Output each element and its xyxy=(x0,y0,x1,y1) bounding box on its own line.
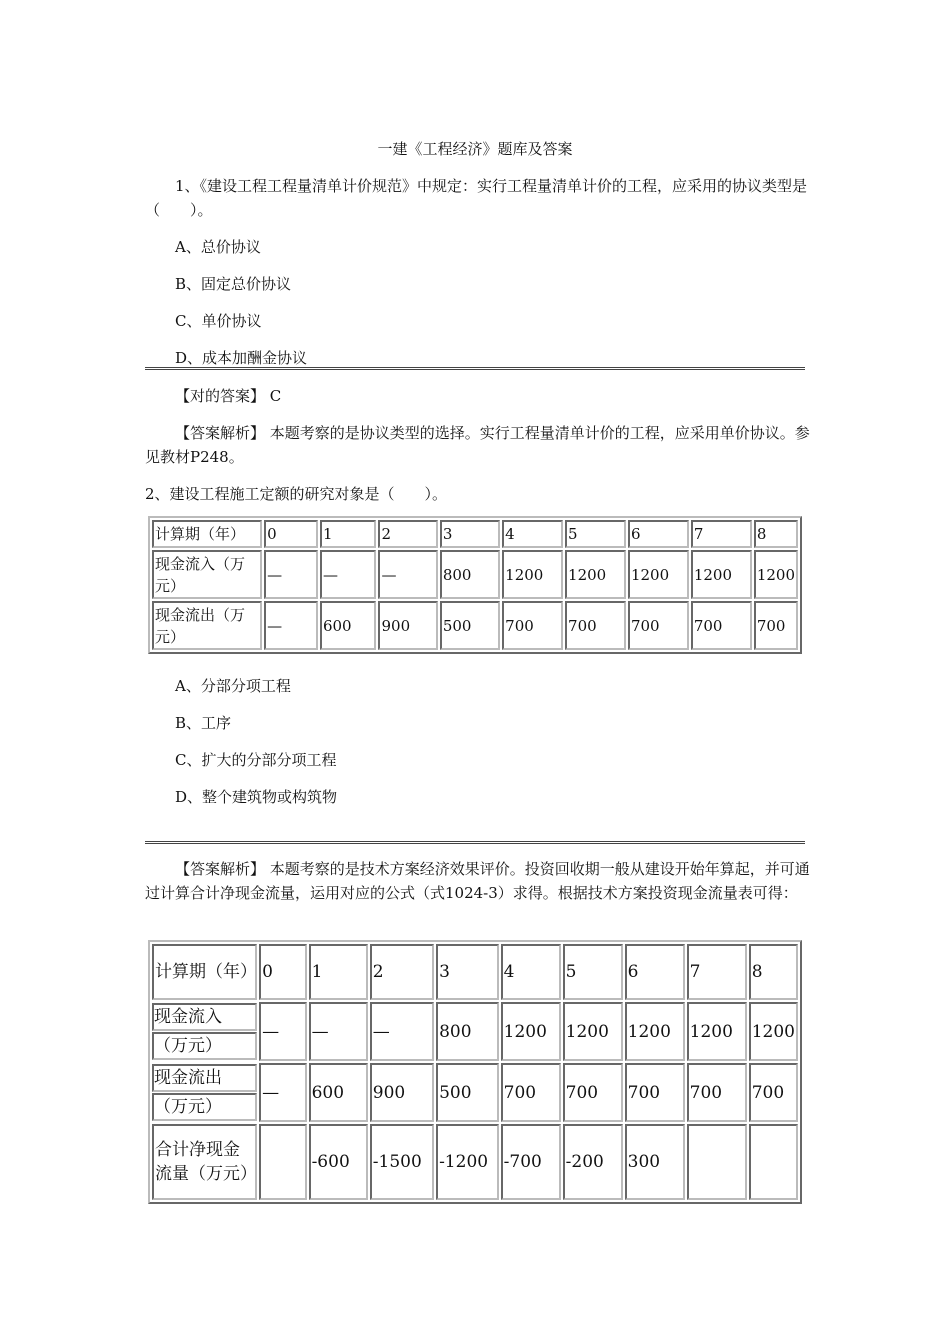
table-cell: 1200 xyxy=(687,1002,747,1061)
table-cell: 700 xyxy=(687,1063,747,1122)
table-cell: 700 xyxy=(691,601,752,650)
table-cell: -1200 xyxy=(436,1124,499,1200)
inflow-label-line-2: （万元） xyxy=(152,1032,257,1060)
table-cell: 700 xyxy=(625,1063,685,1122)
table-cell: 7 xyxy=(691,520,752,548)
table-cell: 1200 xyxy=(691,550,752,599)
table-cell: 1200 xyxy=(625,1002,685,1061)
table-cell xyxy=(152,1002,257,1061)
table-cell: 计算期（年） xyxy=(152,944,257,1000)
table-cell: — xyxy=(320,550,377,599)
table-cell: 计算期（年） xyxy=(152,520,262,548)
cash-flow-table-2 xyxy=(148,940,802,1204)
table-cell: 8 xyxy=(754,520,798,548)
q1-answer: 【对的答案】 C xyxy=(175,387,282,405)
table-cell: 5 xyxy=(565,520,626,548)
table-cell: 700 xyxy=(502,601,563,650)
table-cell: 1200 xyxy=(628,550,689,599)
q1-analysis: 【答案解析】 本题考察的是协议类型的选择。实行工程量清单计价的工程，应采用单价协议。参见教材P248。 xyxy=(145,424,810,466)
inflow-label-line-1: 现金流入 xyxy=(152,1003,257,1031)
table-cell: — xyxy=(370,1002,434,1061)
question-2-text: 2、建设工程施工定额的研究对象是（ ）。 xyxy=(145,485,448,503)
q2-option-c: C、扩大的分部分项工程 xyxy=(175,751,337,769)
table-cell: 现金流出（万元） xyxy=(152,601,262,650)
table-cell: 3 xyxy=(440,520,500,548)
table-cell: -200 xyxy=(563,1124,623,1200)
table-cell: 1200 xyxy=(749,1002,798,1061)
table-cell: 300 xyxy=(625,1124,685,1200)
table-cell: 1200 xyxy=(501,1002,561,1061)
table-cell: 2 xyxy=(378,520,437,548)
q1-option-a: A、总价协议 xyxy=(175,238,261,256)
table-cell: 0 xyxy=(264,520,318,548)
table-cell: 合计净现金流量（万元） xyxy=(152,1124,257,1200)
table-cell: 700 xyxy=(754,601,798,650)
table-cell: 1200 xyxy=(563,1002,623,1061)
divider-1 xyxy=(145,367,805,370)
outflow-label-line-1: 现金流出 xyxy=(152,1064,257,1092)
table-cell xyxy=(152,1063,257,1122)
table-cell: 600 xyxy=(309,1063,368,1122)
table-cell: 7 xyxy=(687,944,747,1000)
table-cell: 700 xyxy=(628,601,689,650)
table-cell: -700 xyxy=(501,1124,561,1200)
table-cell: 900 xyxy=(370,1063,434,1122)
table-row xyxy=(152,1124,798,1200)
table-cell: 700 xyxy=(563,1063,623,1122)
table-cell: 6 xyxy=(628,520,689,548)
table-cell: 1 xyxy=(309,944,368,1000)
table-cell: 8 xyxy=(749,944,798,1000)
table-cell: -600 xyxy=(309,1124,368,1200)
table-row xyxy=(152,1063,798,1122)
q2-option-d: D、整个建筑物或构筑物 xyxy=(175,788,338,806)
table-cell: 600 xyxy=(320,601,377,650)
table-cell: 700 xyxy=(501,1063,561,1122)
q2-option-a: A、分部分项工程 xyxy=(175,677,291,695)
q2-option-b: B、工序 xyxy=(175,714,232,732)
table-row xyxy=(152,601,798,650)
table-cell: 1200 xyxy=(502,550,563,599)
table-cell: 2 xyxy=(370,944,434,1000)
q1-option-c: C、单价协议 xyxy=(175,312,262,330)
table-cell: 3 xyxy=(436,944,499,1000)
table-cell: — xyxy=(309,1002,368,1061)
table-cell: 5 xyxy=(563,944,623,1000)
table-cell: 900 xyxy=(378,601,437,650)
q1-option-d: D、成本加酬金协议 xyxy=(175,349,308,367)
table-cell: 0 xyxy=(259,944,306,1000)
table-cell: 4 xyxy=(501,944,561,1000)
table-cell xyxy=(749,1124,798,1200)
divider-2 xyxy=(145,841,805,844)
table-cell: — xyxy=(264,550,318,599)
table-row xyxy=(152,550,798,599)
table-cell: — xyxy=(259,1002,306,1061)
table-cell: — xyxy=(378,550,437,599)
table-cell: 700 xyxy=(749,1063,798,1122)
table-cell: — xyxy=(259,1063,306,1122)
table-cell xyxy=(259,1124,306,1200)
q2-analysis: 【答案解析】 本题考察的是技术方案经济效果评价。投资回收期一般从建设开始年算起，并可通过计算合计净现金流量，运用对应的公式（式1024-3）求得。根据技术方案投资现金流量表可得： xyxy=(145,860,810,902)
table-cell: 500 xyxy=(440,601,500,650)
table-cell xyxy=(687,1124,747,1200)
table-row xyxy=(152,520,798,548)
q1-option-b: B、固定总价协议 xyxy=(175,275,292,293)
table-cell: — xyxy=(264,601,318,650)
table-cell: 6 xyxy=(625,944,685,1000)
table-cell: 现金流入（万元） xyxy=(152,550,262,599)
outflow-label-line-2: （万元） xyxy=(152,1093,257,1121)
table-cell: 500 xyxy=(436,1063,499,1122)
table-cell: 4 xyxy=(502,520,563,548)
table-cell: 700 xyxy=(565,601,626,650)
table-cell: 1200 xyxy=(565,550,626,599)
table-cell: 800 xyxy=(436,1002,499,1061)
table-cell: 1 xyxy=(320,520,377,548)
table-cell: 1200 xyxy=(754,550,798,599)
cash-flow-table-1 xyxy=(148,516,802,654)
table-cell: 800 xyxy=(440,550,500,599)
table-cell: -1500 xyxy=(370,1124,434,1200)
question-1-text: 1、《建设工程工程量清单计价规范》中规定：实行工程量清单计价的工程，应采用的协议类型是（ ）。 xyxy=(145,177,808,219)
table-row xyxy=(152,944,798,1000)
table-row xyxy=(152,1002,798,1061)
document-title: 一建《工程经济》题库及答案 xyxy=(377,140,573,158)
